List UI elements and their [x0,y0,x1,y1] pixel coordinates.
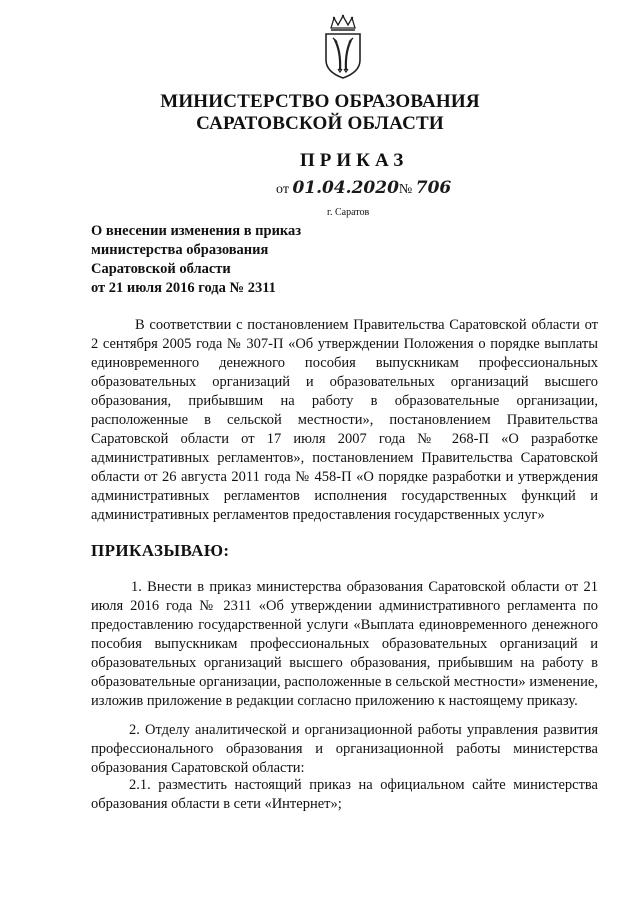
order-title: ПРИКАЗ [300,150,409,171]
subject-line-1: О внесении изменения в приказ [91,223,302,239]
ministry-line-2: САРАТОВСКОЙ ОБЛАСТИ [196,113,444,134]
order-number: 706 [415,178,452,198]
order-city: г. Саратов [327,207,370,218]
order-subject [91,222,301,298]
order-dateline [276,178,451,198]
ministry-line-1: МИНИСТЕРСТВО ОБРАЗОВАНИЯ [160,91,480,112]
subject-line-3: Саратовской области [91,261,231,277]
subject-line-4: от 21 июля 2016 года № 2311 [91,280,276,296]
subject-line-2: министерства образования [91,242,269,258]
date-prefix: от [276,182,289,197]
ministry-name [0,91,640,135]
order-date: 01.04.2020 [292,178,399,198]
saratov-coat-of-arms-icon [323,14,363,80]
item-2-paragraph: 2. Отделу аналитической и организационной работы управления развития профессионального образования и организационной работы министерства образования Саратовской области: [91,722,598,776]
item-1-paragraph: 1. Внести в приказ министерства образования Саратовской области от 21 июля 2016 года № 2311 «Об утверждении административного регламента по предоставлению государственной услуги «Выплата единовременного денежного пособия выпускникам профессиональных образовательных организаций и образовательных организаций высшего образования, прибывшим на работу в образовательные организации, расположенные в сельской местности» изменение, изложив приложение в редакции согласно приложению к настоящему приказу. [91,579,598,709]
item-2-1-paragraph: 2.1. разместить настоящий приказ на официальном сайте министерства образования области в сети «Интернет»; [91,777,598,812]
orders-heading: ПРИКАЗЫВАЮ: [91,541,230,560]
preamble-paragraph: В соответствии с постановлением Правительства Саратовской области от 2 сентября 2005 года № 307-П «Об утверждении Положения о порядке выплаты единовременного денежного пособия выпускникам профессиональных образовательных организаций и образовательных организаций высшего образования, прибывшим на работу в образовательные организации, расположенные в сельской местности», постановлением Правительства Саратовской области от 17 июля 2007 года № 268-П «О разработке административных регламентов», постановлением Правительства Саратовской области от 26 августа 2011 года № 458-П «О порядке разработки и утверждения административных регламентов исполнения государственных функций и административных регламентов предоставления государственных услуг» [91,317,598,523]
number-sign: № [398,182,413,197]
